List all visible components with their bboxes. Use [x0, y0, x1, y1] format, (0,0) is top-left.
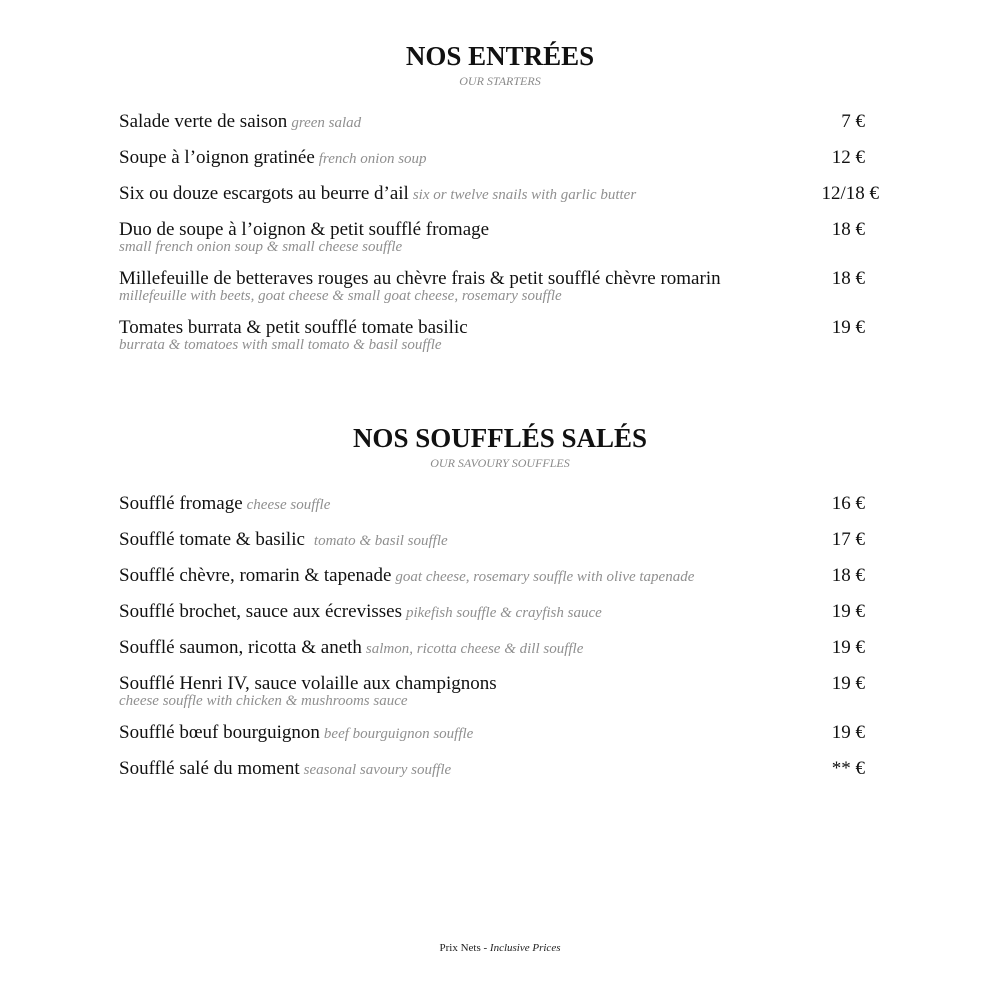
starters-title: NOS ENTRÉES [405, 41, 595, 71]
item-price: 19 € [831, 673, 865, 694]
menu-item [119, 526, 879, 555]
menu-item [119, 670, 879, 709]
item-price: 16 € [831, 493, 865, 514]
item-translation: cheese souffle [246, 497, 331, 513]
item-name: Soufflé Henri IV, sauce volaille aux champignons [119, 673, 497, 694]
item-name: Soupe à l’oignon gratinée [119, 147, 315, 168]
item-price: 18 € [831, 219, 865, 240]
menu-item [119, 562, 879, 591]
item-translation: small french onion soup & small cheese souffle [119, 239, 403, 255]
item-name: Soufflé saumon, ricotta & aneth [119, 637, 362, 658]
item-price: 19 € [831, 722, 865, 743]
item-name: Millefeuille de betteraves rouges au chèvre frais & petit soufflé chèvre romarin [119, 268, 721, 289]
souffles-section [0, 420, 1000, 791]
menu-item [119, 634, 879, 663]
item-name: Soufflé tomate & basilic [119, 529, 305, 550]
item-price: 17 € [831, 529, 865, 550]
item-price: 12/18 € [821, 183, 879, 204]
starters-subtitle: OUR STARTERS [459, 74, 541, 88]
item-name: Soufflé chèvre, romarin & tapenade [119, 565, 392, 586]
item-name: Six ou douze escargots au beurre d’ail [119, 183, 409, 204]
souffles-subtitle: OUR SAVOURY SOUFFLES [430, 456, 570, 470]
menu-item [119, 144, 879, 173]
footer-en: Inclusive Prices [489, 942, 561, 954]
menu-item [119, 265, 879, 304]
item-price: 19 € [831, 637, 865, 658]
item-translation: burrata & tomatoes with small tomato & basil souffle [119, 337, 442, 353]
menu-item [119, 216, 879, 255]
item-translation: six or twelve snails with garlic butter [412, 187, 637, 203]
starters-section [0, 38, 1000, 363]
menu-item [119, 314, 879, 353]
item-translation: millefeuille with beets, goat cheese & small goat cheese, rosemary souffle [119, 288, 562, 304]
menu-item [119, 755, 879, 784]
menu-item [119, 180, 879, 209]
starters-list [0, 108, 879, 353]
item-name: Salade verte de saison [119, 111, 288, 132]
souffles-title: NOS SOUFFLÉS SALÉS [352, 423, 648, 453]
item-translation: green salad [291, 115, 362, 131]
item-name: Soufflé salé du moment [119, 758, 300, 779]
item-translation: tomato & basil souffle [313, 533, 448, 549]
item-translation: french onion soup [318, 151, 427, 167]
item-translation: seasonal savoury souffle [303, 762, 452, 778]
menu-item [119, 490, 879, 519]
footer-fr: Prix Nets - [439, 942, 490, 954]
item-name: Duo de soupe à l’oignon & petit soufflé fromage [119, 219, 490, 240]
item-translation: beef bourguignon souffle [323, 726, 474, 742]
item-translation: cheese souffle with chicken & mushrooms sauce [119, 693, 408, 709]
item-translation: pikefish souffle & crayfish sauce [405, 605, 602, 621]
menu-item [119, 108, 879, 137]
item-price: 12 € [831, 147, 865, 168]
item-price: 7 € [841, 111, 865, 132]
menu-item [119, 598, 879, 627]
item-translation: salmon, ricotta cheese & dill souffle [365, 641, 584, 657]
menu-item [119, 719, 879, 748]
souffles-list [0, 490, 879, 784]
item-name: Soufflé brochet, sauce aux écrevisses [119, 601, 402, 622]
item-price: 18 € [831, 268, 865, 289]
item-name: Soufflé bœuf bourguignon [119, 722, 320, 743]
item-translation: goat cheese, rosemary souffle with olive tapenade [395, 569, 695, 585]
item-name: Soufflé fromage [119, 493, 243, 514]
item-price: ** € [831, 758, 865, 779]
item-name: Tomates burrata & petit soufflé tomate basilic [119, 317, 468, 338]
item-price: 19 € [831, 601, 865, 622]
item-price: 19 € [831, 317, 865, 338]
footer-note [0, 942, 1000, 954]
item-price: 18 € [831, 565, 865, 586]
